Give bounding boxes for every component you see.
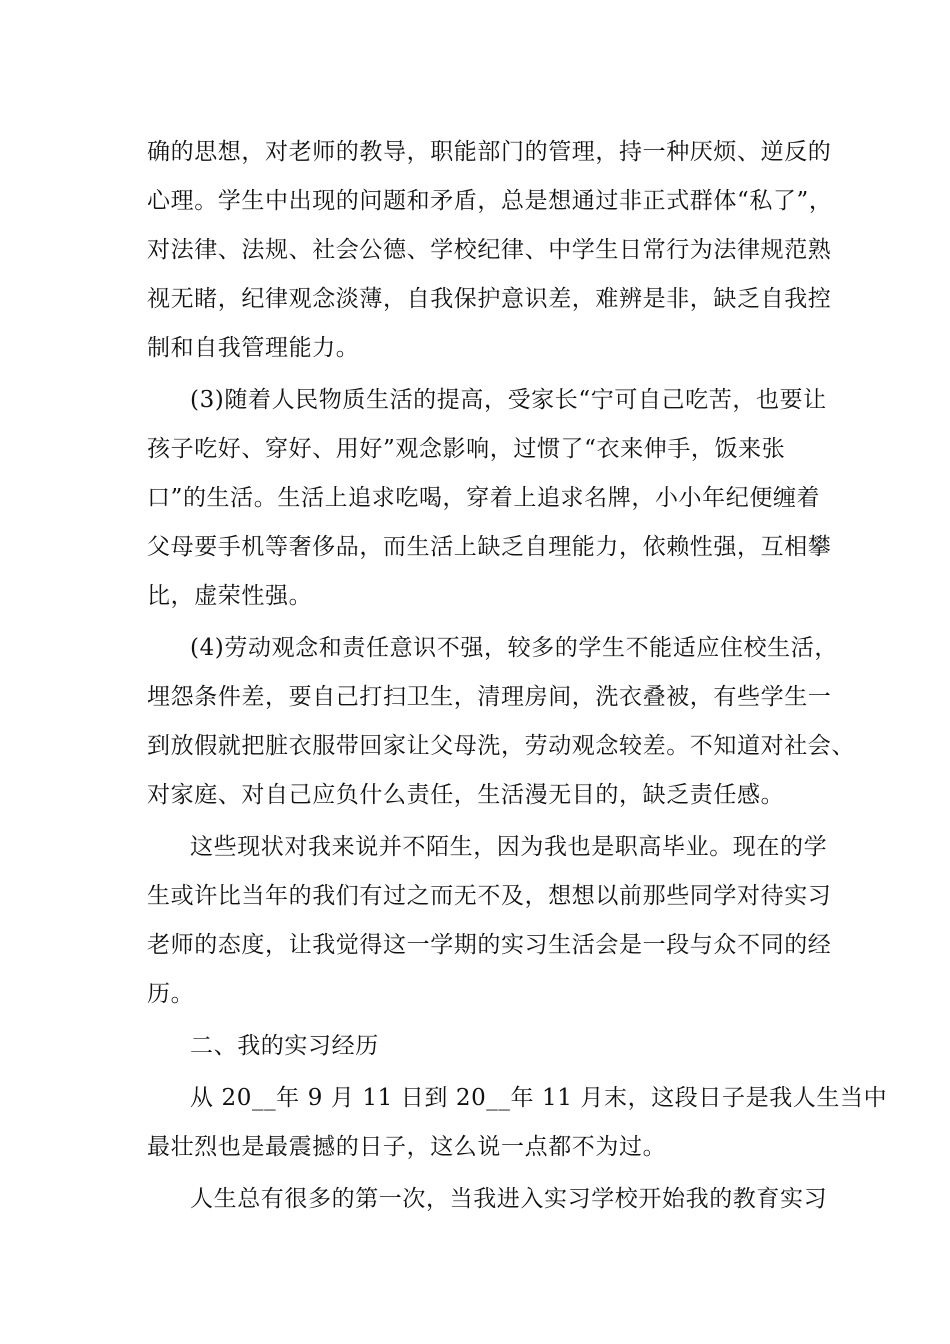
paragraph-start-line: 这些现状对我来说并不陌生，因为我也是职高毕业。现在的学: [190, 834, 828, 860]
paragraph-start-line: (3)随着人民物质生活的提高，受家长“宁可自己吃苦，也要让: [190, 387, 827, 413]
text-line: 心理。学生中出现的问题和矛盾，总是想通过非正式群体“私了”，: [147, 188, 833, 214]
section-heading: 二、我的实习经历: [190, 1033, 379, 1059]
text-line: 埋怨条件差，要自己打扫卫生，清理房间，洗衣叠被，有些学生一: [147, 684, 832, 710]
text-line: 最壮烈也是最震撼的日子，这么说一点都不为过。: [147, 1134, 667, 1160]
text-line: 口”的生活。生活上追求吃喝，穿着上追求名牌，小小年纪便缠着: [147, 485, 821, 511]
text-line: 到放假就把脏衣服带回家让父母洗，劳动观念较差。不知道对社会、: [147, 733, 855, 759]
text-line: 确的思想，对老师的教导，职能部门的管理，持一种厌烦、逆反的: [147, 139, 832, 165]
text-line: 比，虚荣性强。: [147, 583, 313, 609]
text-line: 对家庭、对自己应负什么责任，生活漫无目的，缺乏责任感。: [147, 782, 785, 808]
text-line: 老师的态度，让我觉得这一学期的实习生活会是一段与众不同的经: [147, 932, 832, 958]
text-line: 对法律、法规、社会公德、学校纪律、中学生日常行为法律规范熟: [147, 237, 832, 263]
text-line: 生或许比当年的我们有过之而无不及，想想以前那些同学对待实习: [147, 883, 832, 909]
text-line: 历。: [147, 981, 195, 1007]
text-line: 视无睹，纪律观念淡薄，自我保护意识差，难辨是非，缺乏自我控: [147, 286, 832, 312]
paragraph-start-line: 从 20__年 9 月 11 日到 20__年 11 月末，这段日子是我人生当中: [190, 1085, 888, 1111]
text-line: 孩子吃好、穿好、用好”观念影响，过惯了“衣来伸手，饭来张: [147, 436, 786, 462]
text-line: 父母要手机等奢侈品，而生活上缺乏自理能力，依赖性强，互相攀: [147, 534, 832, 560]
paragraph-start-line: 人生总有很多的第一次，当我进入实习学校开始我的教育实习: [190, 1186, 828, 1212]
paragraph-start-line: (4)劳动观念和责任意识不强，较多的学生不能适应住校生活，: [190, 635, 838, 661]
text-line: 制和自我管理能力。: [147, 335, 360, 361]
